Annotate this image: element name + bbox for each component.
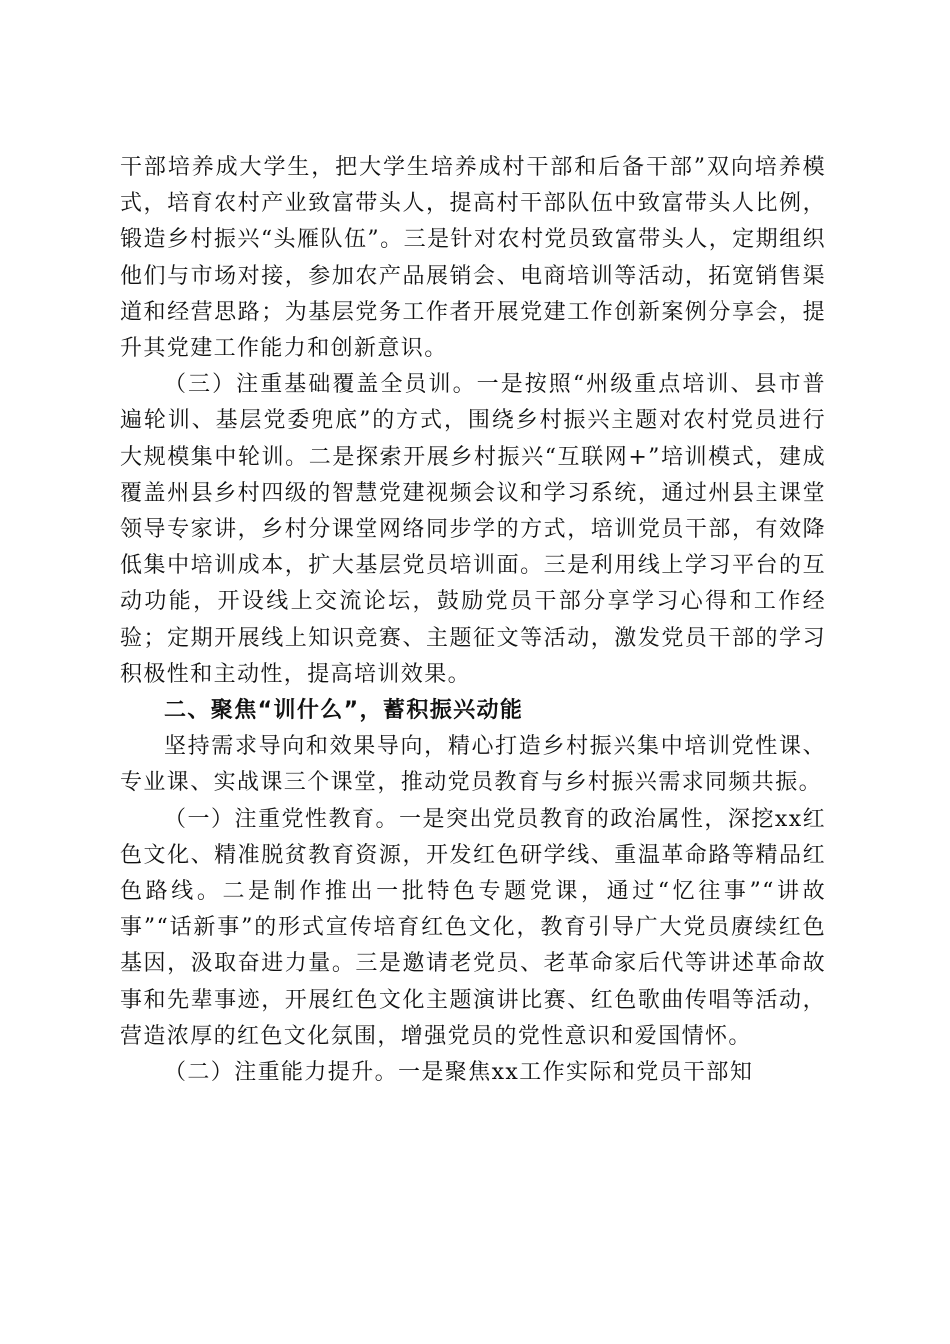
paragraph-section-three: （三）注重基础覆盖全员训。一是按照“州级重点培训、县市普遍轮训、基层党委兜底”的方式，围绕乡村振兴主题对农村党员进行大规模集中轮训。二是探索开展乡村振兴“互联网+”培训模式，建成覆盖州县乡村四级的智慧党建视频会议和学习系统，通过州县主课堂领导专家讲，乡村分课堂网络同步学的方式，培训党员干部，有效降低集中培训成本，扩大基层党员培训面。三是利用线上学习平台的互动功能，开设线上交流论坛，鼓励党员干部分享学习心得和工作经验；定期开展线上知识竞赛、主题征文等活动，激发党员干部的学习积极性和主动性，提高培训效果。 xyxy=(120,372,826,687)
paragraph-continuation: 干部培养成大学生，把大学生培养成村干部和后备干部”双向培养模式，培育农村产业致富带头人，提高村干部队伍中致富带头人比例，锻造乡村振兴“头雁队伍”。三是针对农村党员致富带头人，定期组织他们与市场对接，参加农产品展销会、电商培训等活动，拓宽销售渠道和经营思路；为基层党务工作者开展党建工作创新案例分享会，提升其党建工作能力和创新意识。 xyxy=(120,155,826,362)
section-heading-two: 二、聚焦“训什么”，蓄积振兴动能 xyxy=(164,698,524,724)
paragraph-ability-improvement: （二）注重能力提升。一是聚焦xx工作实际和党员干部知 xyxy=(164,1060,754,1086)
paragraph-party-education: （一）注重党性教育。一是突出党员教育的政治属性，深挖xx红色文化、精准脱贫教育资源，开发红色研学线、重温革命路等精品红色路线。二是制作推出一批特色专题党课，通过“忆往事”“讲故事”“话新事”的形式宣传培育红色文化，教育引导广大党员赓续红色基因，汲取奋进力量。三是邀请老党员、老革命家后代等讲述革命故事和先辈事迹，开展红色文化主题演讲比赛、红色歌曲传唱等活动，营造浓厚的红色文化氛围，增强党员的党性意识和爱国情怀。 xyxy=(120,806,826,1049)
paragraph-section-intro: 坚持需求导向和效果导向，精心打造乡村振兴集中培训党性课、专业课、实战课三个课堂，推动党员教育与乡村振兴需求同频共振。 xyxy=(120,734,826,796)
document-body xyxy=(120,150,826,1091)
